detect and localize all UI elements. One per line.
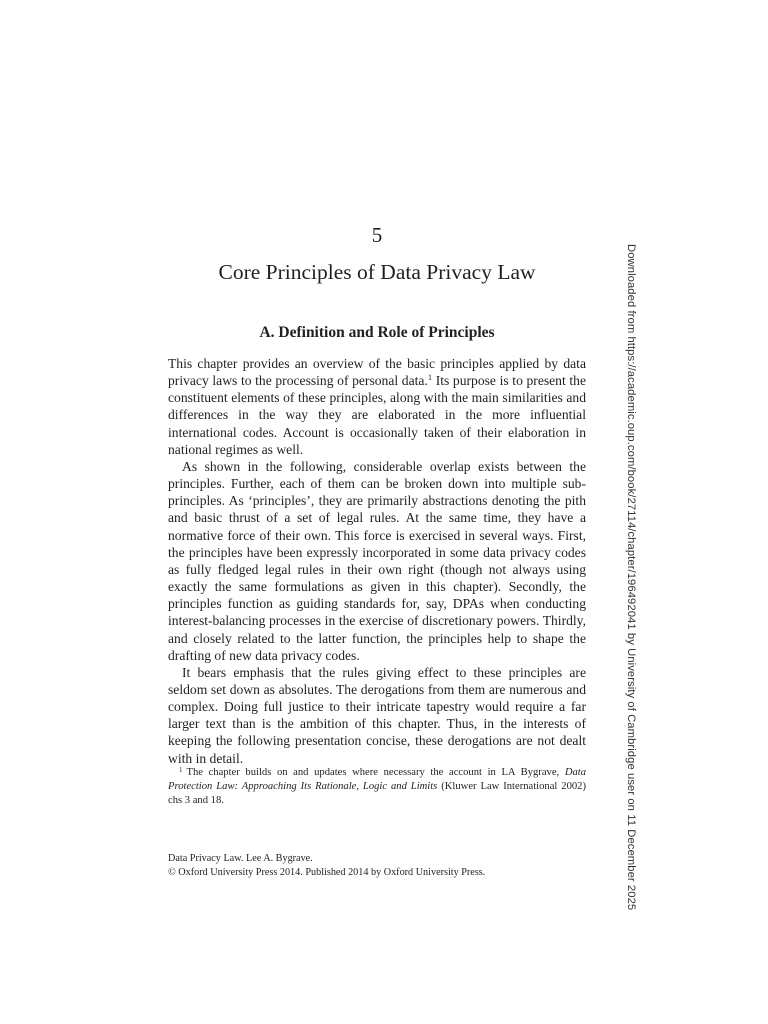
imprint [168, 852, 586, 879]
paragraph-3: It bears emphasis that the rules giving effect to these principles are seldom set down as absolutes. The derogations from them are numerous and complex. Doing full justice to their intricate tapestry would require a far larger text than is the ambition of this chapter. Thus, in the interests of keeping the following presentation concise, these derogations are not dealt with in detail. [168, 664, 586, 766]
paragraph-1 [168, 355, 586, 458]
watermark [625, 244, 655, 911]
footnote [168, 766, 586, 808]
section-heading: A. Definition and Role of Principles [259, 324, 495, 341]
footnote-text: The chapter builds on and updates where necessary the account in LA Bygrave, [186, 767, 565, 778]
footnote-reference[interactable]: 1 [427, 372, 433, 383]
paragraph-2: As shown in the following, considerable overlap exists between the principles. Further, each of them can be broken down into multiple sub-principles. As ‘principles’, they are primarily abstractions denoting the pith and basic thrust of a set of legal rules. At the same time, they have a normative force of their own. This force is exercised in several ways. First, the principles have been expressly incorporated in some data privacy codes as fully fledged legal rules in their own right (though not always using exactly the same formulations as given in this chapter). Secondly, the principles function as guiding standards for, say, DPAs when conducting interest-balancing processes in the exercise of discretionary powers. Thirdly, and closely related to the latter function, the principles help to shape the drafting of new data privacy codes. [168, 458, 586, 663]
imprint-book-line: Data Privacy Law. Lee A. Bygrave. [168, 853, 313, 864]
footnote-mark: 1 [179, 766, 183, 774]
footnote-citation: (Kluwer Law International 2002) chs 3 and 18. [168, 781, 586, 806]
body-text [168, 355, 586, 767]
download-watermark-text: Downloaded from https://academic.oup.com/book/27114/chapter/196492041 by University of Cambridge user on 11 December 2025 [625, 244, 637, 911]
footnote-book-title: Data Protection Law: Approaching Its Rationale, Logic and Limits [168, 767, 586, 792]
paragraph-1-text: This chapter provides an overview of the basic principles applied by data privacy laws to the processing of personal data. [168, 356, 586, 389]
chapter-title: Core Principles of Data Privacy Law [218, 260, 536, 284]
paragraph-1-continued: Its purpose is to present the constituent elements of these principles, along with the main similarities and differences in the way they are elaborated in the more influential international codes. Account is occasionally taken of their elaboration in national regimes as well. [168, 373, 586, 457]
imprint-copyright-line: © Oxford University Press 2014. Published 2014 by Oxford University Press. [168, 866, 486, 878]
chapter-number: 5 [371, 223, 383, 247]
